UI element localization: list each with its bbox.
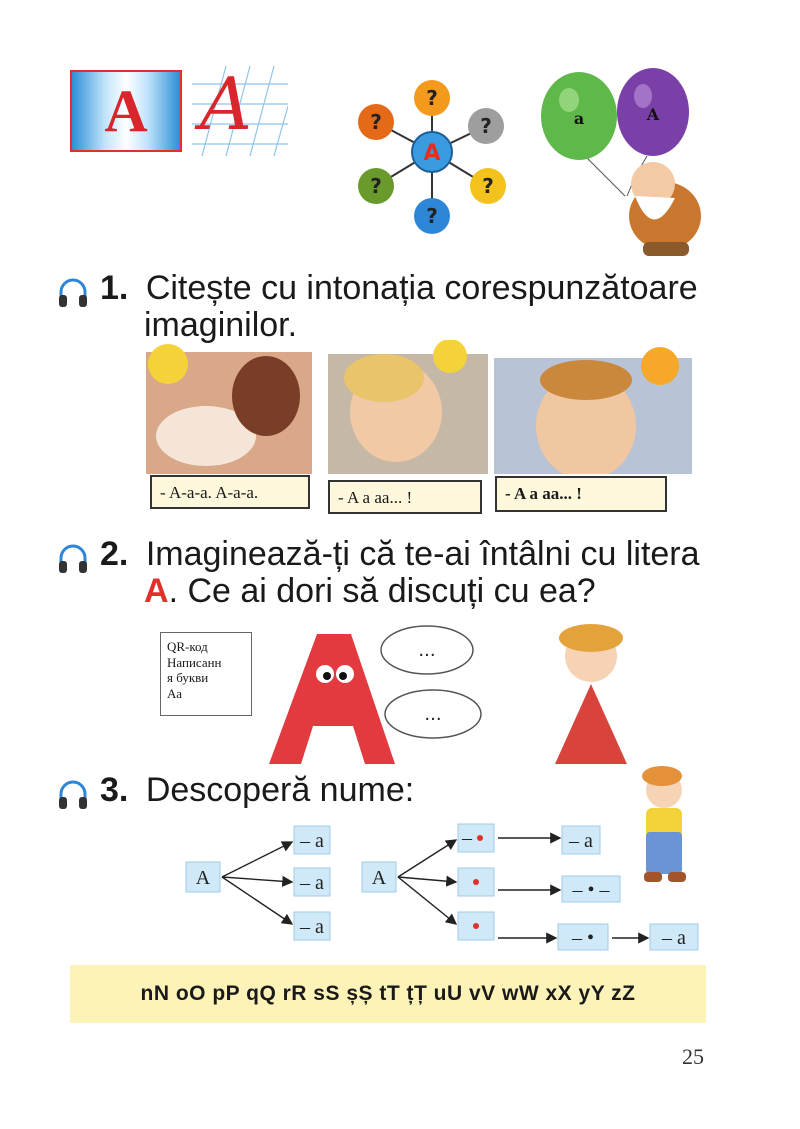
exercise-number: 1. bbox=[100, 269, 129, 307]
exercise-2 bbox=[100, 536, 710, 609]
diagram-box-text: – a bbox=[300, 872, 324, 894]
exercise-text: Imaginează-ți că te-ai întâlni cu litera bbox=[145, 535, 700, 573]
page-number: 25 bbox=[682, 1044, 704, 1069]
script-letter-card bbox=[192, 62, 288, 156]
diagram-box-text: – a bbox=[662, 927, 686, 949]
qr-note-line: Аа bbox=[167, 685, 182, 701]
question-mark: ? bbox=[426, 86, 438, 110]
speech-bubble-3: - A a aa... ! bbox=[495, 476, 667, 512]
diagram-root: A bbox=[195, 867, 211, 889]
script-letter: A bbox=[200, 62, 252, 146]
question-mark: ? bbox=[370, 110, 382, 134]
speech-bubble-1: - A-a-a. A-a-a. bbox=[150, 475, 310, 509]
question-bubble-map bbox=[348, 78, 512, 248]
speech-bubble-2: - A a aa... ! bbox=[328, 480, 482, 514]
printed-letter: A bbox=[104, 78, 148, 144]
qr-note-line: Написанн bbox=[167, 654, 222, 670]
dialog-bubble-text: ... bbox=[424, 704, 442, 725]
exercise-text: Citește cu intonația corespunzătoare bbox=[145, 269, 698, 307]
dialog-bubble-text: ... bbox=[418, 640, 436, 661]
printed-letter-card bbox=[70, 70, 182, 152]
name-discovery-diagram bbox=[158, 818, 706, 958]
diagram-box-text: – a bbox=[300, 830, 324, 852]
exercise-text: . Ce ai dori să discuți cu ea? bbox=[168, 571, 596, 610]
diagram-box-text: – a bbox=[569, 830, 593, 852]
balloon-right-letter: A bbox=[646, 105, 660, 124]
exercise-text: Descoperă nume: bbox=[145, 771, 415, 809]
question-mark: ? bbox=[482, 174, 494, 198]
exercise-number: 3. bbox=[100, 771, 129, 809]
question-mark: ? bbox=[426, 204, 438, 228]
center-letter: A bbox=[423, 141, 441, 166]
exercise-text: imaginilor. bbox=[144, 305, 298, 344]
qr-note bbox=[160, 632, 252, 716]
alphabet-strip: nN oO pP qQ rR sS șȘ tT țȚ uU vV wW xX yY zZ bbox=[70, 965, 706, 1023]
diagram-box-text: – • bbox=[571, 927, 595, 949]
headphones-icon bbox=[56, 542, 90, 576]
letter-a-dialog-illustration bbox=[255, 614, 675, 774]
balloons-dwarf-illustration bbox=[535, 66, 715, 260]
svg-text:–: – bbox=[462, 827, 472, 849]
exercise-1 bbox=[100, 270, 710, 343]
qr-note-line: я букви bbox=[167, 670, 209, 686]
question-mark: ? bbox=[480, 114, 492, 138]
exercise-number: 2. bbox=[100, 535, 129, 573]
question-mark: ? bbox=[370, 174, 382, 198]
emotion-photos bbox=[146, 340, 706, 474]
balloon-left-letter: a bbox=[573, 109, 585, 128]
headphones-icon bbox=[56, 276, 90, 310]
diagram-box-text: – • – bbox=[572, 879, 610, 901]
highlight-letter: A bbox=[144, 571, 169, 610]
headphones-icon bbox=[56, 778, 90, 812]
exercise-3 bbox=[100, 772, 620, 809]
diagram-root: A bbox=[371, 867, 387, 889]
qr-note-line: QR-код bbox=[167, 639, 208, 654]
diagram-box-text: – a bbox=[300, 916, 324, 938]
